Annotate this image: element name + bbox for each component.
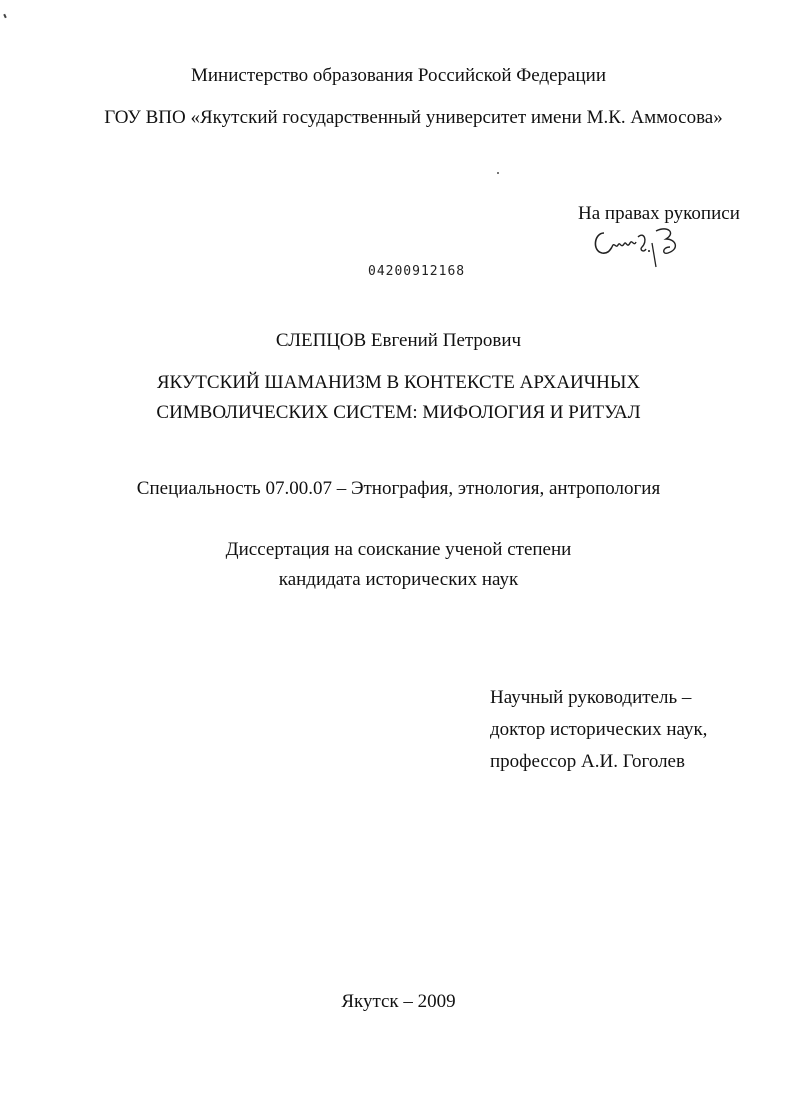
university-header: ГОУ ВПО «Якутский государственный университет имени М.К. Аммосова» bbox=[104, 107, 723, 128]
supervisor-role: Научный руководитель – bbox=[490, 687, 692, 708]
manuscript-rights-note: На правах рукописи bbox=[578, 203, 740, 224]
dissertation-title-line-2: СИМВОЛИЧЕСКИХ СИСТЕМ: МИФОЛОГИЯ И РИТУАЛ bbox=[156, 402, 641, 423]
author-name: СЛЕПЦОВ Евгений Петрович bbox=[275, 330, 522, 351]
place-and-year: Якутск – 2009 bbox=[341, 991, 456, 1012]
scan-speck bbox=[497, 172, 499, 174]
degree-line-2: кандидата исторических наук bbox=[278, 569, 519, 590]
dissertation-title-line-1: ЯКУТСКИЙ ШАМАНИЗМ В КОНТЕКСТЕ АРХАИЧНЫХ bbox=[156, 372, 641, 393]
supervisor-name: профессор А.И. Гоголев bbox=[490, 751, 685, 772]
ministry-header: Министерство образования Российской Федерации bbox=[191, 65, 606, 86]
catalog-number: 04200912168 bbox=[368, 264, 466, 279]
supervisor-degree: доктор исторических наук, bbox=[490, 719, 708, 740]
handwritten-signature bbox=[590, 223, 682, 269]
scan-speck bbox=[3, 14, 7, 18]
specialty: Специальность 07.00.07 – Этнография, этнология, антропология bbox=[136, 478, 661, 499]
degree-line-1: Диссертация на соискание ученой степени bbox=[225, 539, 572, 560]
